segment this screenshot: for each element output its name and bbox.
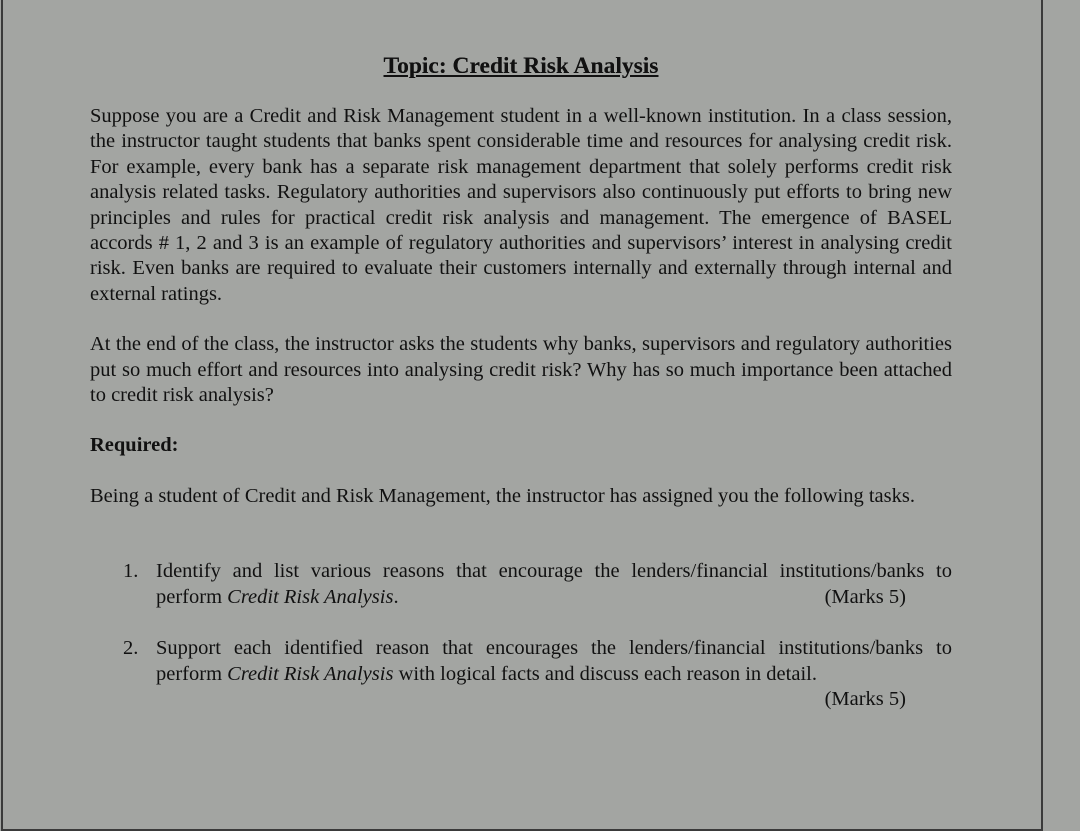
question-paragraph: At the end of the class, the instructor asks the students why banks, supervisors and regulatory authorities put so much effort and resources into analysing credit risk? Why has so much importance been attached to credit risk analysis?	[90, 333, 952, 407]
task-marks: (Marks 5)	[824, 687, 906, 710]
task-number: 2.	[123, 637, 139, 660]
task-italic-term: Credit Risk Analysis	[227, 585, 394, 608]
task-text: Identify and list various reasons that encourage the lenders/financial institutions/banks to perform	[156, 560, 952, 608]
task-text-end: .	[393, 585, 399, 608]
task-item-1	[90, 559, 952, 610]
task-item-2	[90, 636, 952, 712]
task-marks: (Marks 5)	[824, 585, 906, 608]
task-italic-term: Credit Risk Analysis	[227, 662, 394, 685]
task-text: Support each identified reason that encourages the lenders/financial institutions/banks to perform	[156, 637, 952, 685]
scenario-paragraph: Suppose you are a Credit and Risk Management student in a well-known institution. In a class session, the instructor taught students that banks spent considerable time and resources for analysing credit risk. For example, every bank has a separate risk management department that solely performs credit risk analysis related tasks. Regulatory authorities and supervisors also continuously put efforts to bring new principles and rules for practical credit risk analysis and management. The emergence of BASEL accords # 1, 2 and 3 is an example of regulatory authorities and supervisors’ interest in analysing credit risk. Even banks are required to evaluate their customers internally and externally through internal and external ratings.	[90, 105, 952, 305]
document-title: Topic: Credit Risk Analysis	[383, 53, 659, 79]
task-text-end: with logical facts and discuss each reason in detail.	[393, 662, 817, 685]
assignment-paragraph: Being a student of Credit and Risk Management, the instructor has assigned you the following tasks.	[90, 484, 915, 507]
required-heading: Required:	[90, 434, 179, 457]
task-number: 1.	[123, 560, 139, 583]
document-body	[90, 52, 952, 712]
